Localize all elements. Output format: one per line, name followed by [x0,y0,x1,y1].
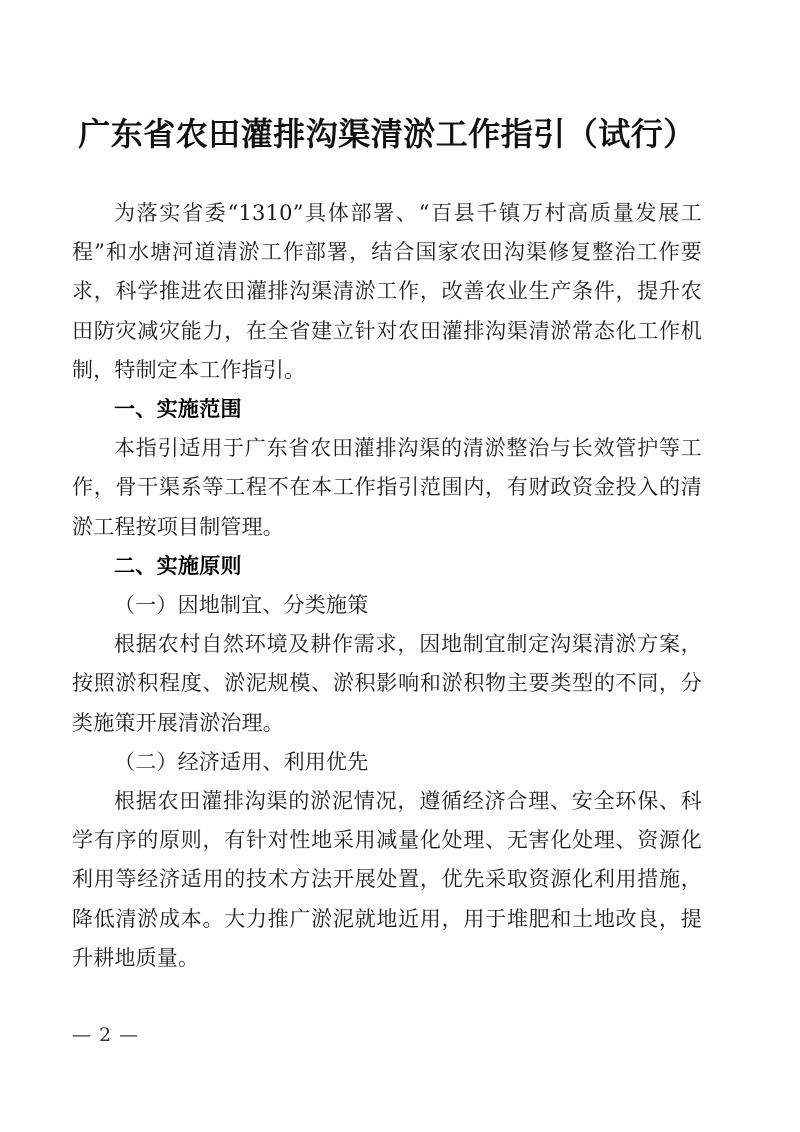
subsection-heading-local-conditions: （一）因地制宜、分类施策 [114,593,369,618]
paragraph-economical-use: 根据农田灌排沟渠的淤泥情况，遵循经济合理、安全环保、科学有序的原则，有针对性地采用减量化处理、无害化处理、资源化利用等经济适用的技术方法开展处置，优先采取资源化利用措施，降低清淤成本。大力推广淤泥就地近用，用于堆肥和土地改良，提升耕地质量。 [72,789,702,970]
section-heading-principles: 二、实施原则 [114,553,242,578]
page-number-footer: — 2 — [72,1024,140,1046]
document-body [72,194,702,978]
page-title: 广东省农田灌排沟渠清淤工作指引（试行） [78,115,696,153]
section-heading-scope: 一、实施范围 [114,397,242,422]
paragraph-intro: 为落实省委“1310”具体部署、“百县千镇万村高质量发展工程”和水塘河道清淤工作部署，结合国家农田沟渠修复整治工作要求，科学推进农田灌排沟渠清淤工作，改善农业生产条件，提升农田防灾减灾能力，在全省建立针对农田灌排沟渠清淤常态化工作机制，特制定本工作指引。 [72,201,702,382]
document-content [72,0,702,978]
paragraph-local-conditions: 根据农村自然环境及耕作需求，因地制宜制定沟渠清淤方案，按照淤积程度、淤泥规模、淤积影响和淤积物主要类型的不同，分类施策开展清淤治理。 [72,632,702,735]
subsection-heading-economical-use: （二）经济适用、利用优先 [114,749,369,774]
paragraph-scope: 本指引适用于广东省农田灌排沟渠的清淤整治与长效管护等工作，骨干渠系等工程不在本工作指引范围内，有财政资金投入的清淤工程按项目制管理。 [72,436,702,539]
